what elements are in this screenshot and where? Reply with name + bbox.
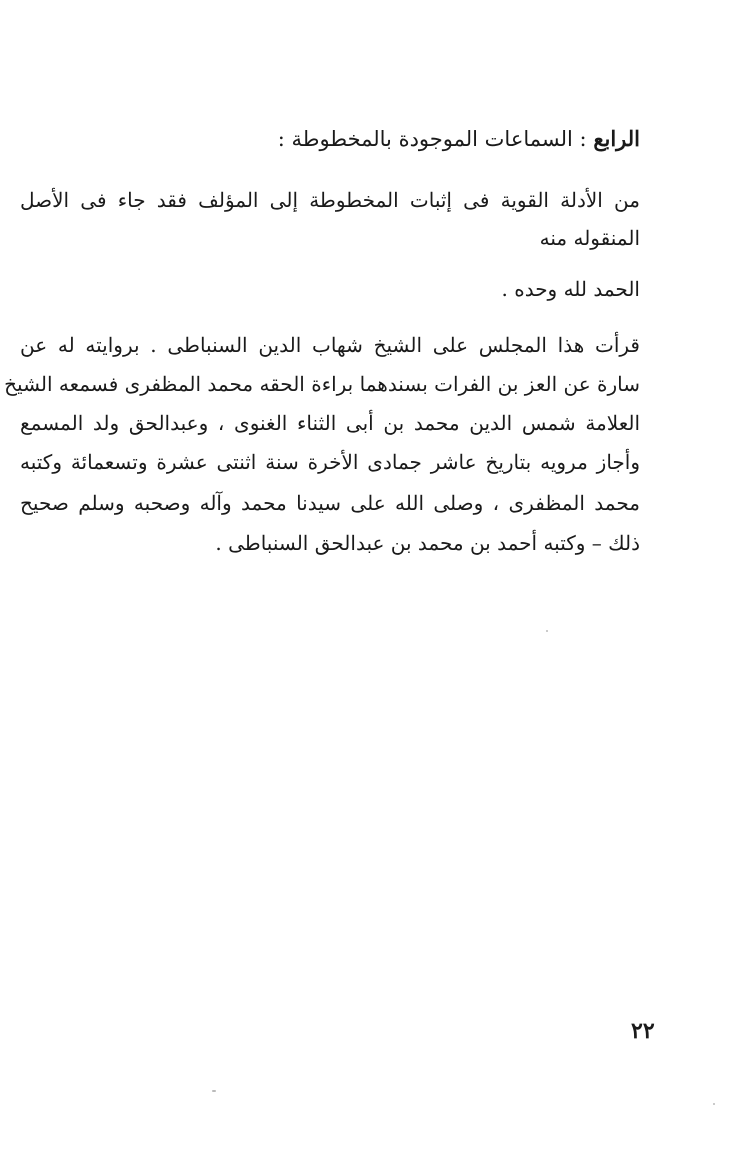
- heading-title: : السماعات الموجودة بالمخطوطة :: [277, 127, 587, 151]
- paragraph2-line-6: ذلك – وكتبه أحمد بن محمد بن عبدالحق السنباطى .: [215, 531, 640, 555]
- scan-speck: [546, 630, 548, 632]
- paragraph2-line-5: محمد المظفرى ، وصلى الله على سيدنا محمد وآله وصحبه وسلم صحيح: [20, 491, 640, 515]
- scan-speck: [212, 1090, 216, 1092]
- heading-label: الرابع: [593, 126, 640, 151]
- page-number: ٢٢: [631, 1018, 655, 1044]
- paragraph1-line-2: المنقوله منه: [539, 226, 640, 250]
- paragraph2-line-2: سارة عن العز بن الفرات بسندهما براءة الحقه محمد المظفرى فسمعه الشيخ: [4, 372, 640, 396]
- section-heading: [278, 126, 640, 151]
- scan-speck: [713, 1103, 715, 1105]
- paragraph2-line-1: قرأت هذا المجلس على الشيخ شهاب الدين السنباطى . بروايته له عن: [20, 333, 640, 357]
- paragraph1-line-1: من الأدلة القوية فى إثبات المخطوطة إلى المؤلف فقد جاء فى الأصل: [20, 188, 640, 212]
- quote-line: الحمد لله وحده .: [501, 277, 640, 301]
- paragraph2-line-3: العلامة شمس الدين محمد بن أبى الثناء الغنوى ، وعبدالحق ولد المسمع: [20, 411, 640, 435]
- paragraph2-line-4: وأجاز مرويه بتاريخ عاشر جمادى الأخرة سنة اثنتى عشرة وتسعمائة وكتبه: [20, 450, 640, 474]
